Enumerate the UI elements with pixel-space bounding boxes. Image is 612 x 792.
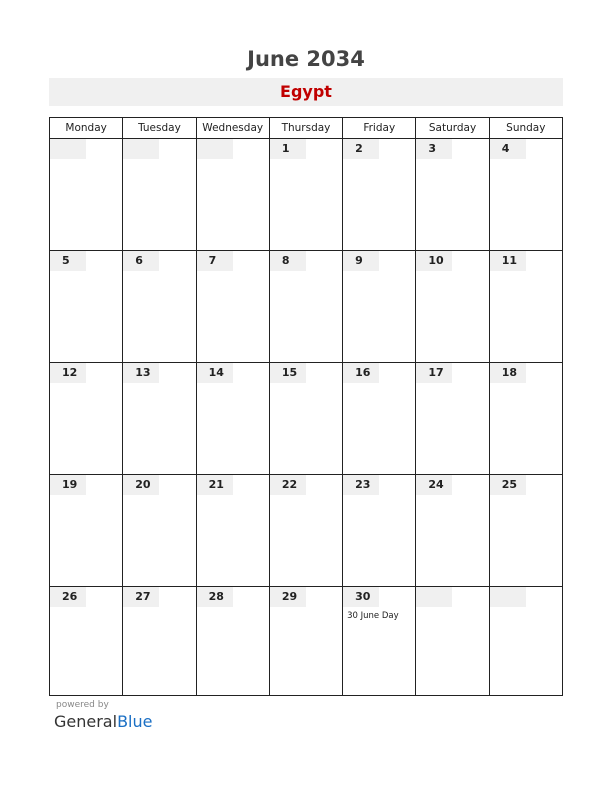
day-number: 28 bbox=[197, 587, 233, 607]
day-number: 10 bbox=[416, 251, 452, 271]
day-cell bbox=[197, 587, 270, 695]
day-cell bbox=[197, 363, 270, 474]
day-cell bbox=[270, 587, 343, 695]
weekday-header: Wednesday bbox=[197, 118, 270, 138]
day-number: 1 bbox=[270, 139, 306, 159]
week-row bbox=[50, 139, 562, 251]
day-cell bbox=[123, 587, 196, 695]
weekday-header: Sunday bbox=[506, 122, 546, 134]
day-number: 17 bbox=[416, 363, 452, 383]
week-row bbox=[50, 251, 562, 363]
page-title: June 2034 bbox=[247, 47, 365, 71]
day-number: 24 bbox=[416, 475, 452, 495]
day-cell bbox=[123, 475, 196, 586]
country-label: Egypt bbox=[49, 78, 563, 106]
day-number bbox=[490, 587, 526, 607]
day-cell bbox=[50, 139, 123, 250]
day-cell bbox=[343, 475, 416, 586]
brand-name-part: Blue bbox=[117, 712, 153, 731]
brand-name-part: General bbox=[54, 712, 118, 731]
day-number: 3 bbox=[416, 139, 452, 159]
day-number: 11 bbox=[490, 251, 526, 271]
powered-by-text: powered by bbox=[56, 700, 109, 710]
holiday-label: 30 June Day bbox=[347, 611, 399, 621]
day-cell bbox=[490, 139, 562, 250]
day-number: 30 bbox=[343, 587, 379, 607]
day-number: 25 bbox=[490, 475, 526, 495]
day-cell bbox=[416, 587, 489, 695]
day-cell bbox=[123, 139, 196, 250]
day-cell bbox=[416, 475, 489, 586]
day-cell bbox=[197, 139, 270, 250]
day-number: 13 bbox=[123, 363, 159, 383]
day-number: 20 bbox=[123, 475, 159, 495]
day-number: 15 bbox=[270, 363, 306, 383]
day-number bbox=[197, 139, 233, 159]
day-cell bbox=[416, 363, 489, 474]
day-number: 8 bbox=[270, 251, 306, 271]
day-number: 22 bbox=[270, 475, 306, 495]
day-cell bbox=[343, 251, 416, 362]
day-number bbox=[123, 139, 159, 159]
day-cell bbox=[343, 139, 416, 250]
day-number: 23 bbox=[343, 475, 379, 495]
day-number bbox=[50, 139, 86, 159]
day-number: 26 bbox=[50, 587, 86, 607]
day-cell bbox=[197, 475, 270, 586]
week-row bbox=[50, 587, 562, 695]
day-number: 19 bbox=[50, 475, 86, 495]
day-cell bbox=[416, 251, 489, 362]
day-cell bbox=[343, 587, 416, 695]
day-number: 18 bbox=[490, 363, 526, 383]
day-number: 14 bbox=[197, 363, 233, 383]
day-cell bbox=[270, 139, 343, 250]
day-cell bbox=[50, 475, 123, 586]
day-number: 12 bbox=[50, 363, 86, 383]
weekday-header: Thursday bbox=[270, 118, 343, 138]
day-cell bbox=[270, 475, 343, 586]
day-cell bbox=[50, 587, 123, 695]
day-number: 9 bbox=[343, 251, 379, 271]
day-number: 7 bbox=[197, 251, 233, 271]
day-number: 4 bbox=[490, 139, 526, 159]
day-number: 16 bbox=[343, 363, 379, 383]
weekday-header: Friday bbox=[343, 118, 416, 138]
day-cell bbox=[343, 363, 416, 474]
day-cell bbox=[270, 363, 343, 474]
day-cell bbox=[416, 139, 489, 250]
brand-logo[interactable] bbox=[54, 712, 152, 731]
day-cell bbox=[270, 251, 343, 362]
day-cell bbox=[50, 251, 123, 362]
day-cell bbox=[490, 363, 562, 474]
weekday-header: Tuesday bbox=[123, 118, 196, 138]
day-cell bbox=[490, 475, 562, 586]
day-number: 6 bbox=[123, 251, 159, 271]
calendar-grid bbox=[49, 117, 563, 696]
day-cell bbox=[197, 251, 270, 362]
day-cell bbox=[490, 587, 562, 695]
day-number: 2 bbox=[343, 139, 379, 159]
weekday-header-row bbox=[50, 118, 562, 139]
day-number bbox=[416, 587, 452, 607]
day-number: 29 bbox=[270, 587, 306, 607]
day-cell bbox=[490, 251, 562, 362]
day-number: 21 bbox=[197, 475, 233, 495]
day-number: 5 bbox=[50, 251, 86, 271]
weekday-header: Monday bbox=[50, 118, 123, 138]
week-row bbox=[50, 475, 562, 587]
weekday-header: Saturday bbox=[416, 118, 489, 138]
day-cell bbox=[123, 251, 196, 362]
week-row bbox=[50, 363, 562, 475]
day-number: 27 bbox=[123, 587, 159, 607]
day-cell bbox=[50, 363, 123, 474]
day-cell bbox=[123, 363, 196, 474]
